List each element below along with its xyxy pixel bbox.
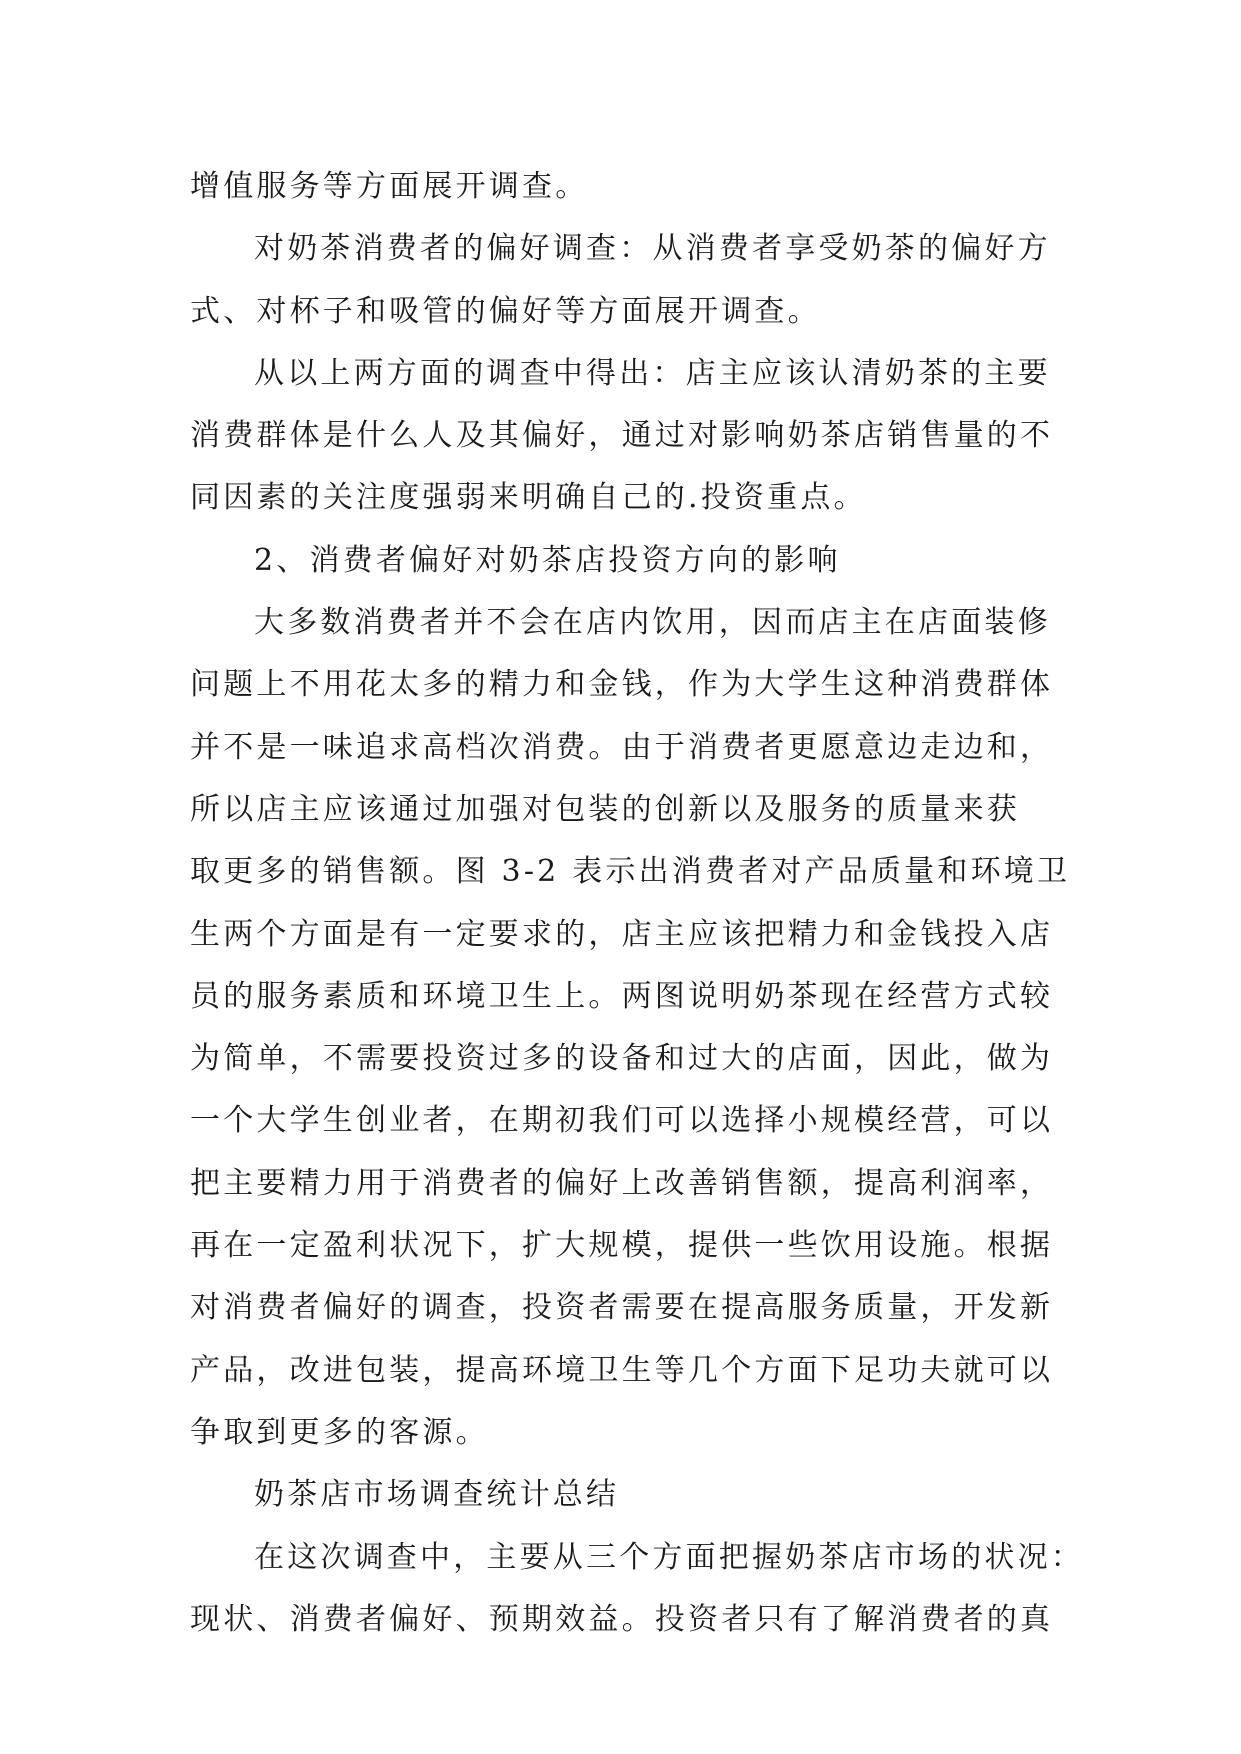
text-line: 并不是一味追求高档次消费。由于消费者更愿意边走边和， [190, 729, 1054, 765]
text-line: 争取到更多的客源。 [190, 1414, 489, 1450]
text-line: 大多数消费者并不会在店内饮用，因而店主在店面装修 [254, 605, 1051, 641]
text-line: 产品，改进包装，提高环境卫生等几个方面下足功夫就可以 [190, 1352, 1054, 1388]
text-line: 问题上不用花太多的精力和金钱，作为大学生这种消费群体 [190, 667, 1054, 703]
text-line: 式、对杯子和吸管的偏好等方面展开调查。 [190, 293, 821, 329]
text-line: 为简单，不需要投资过多的设备和过大的店面，因此，做为 [190, 1041, 1054, 1077]
text-line: 从以上两方面的调查中得出：店主应该认清奶茶的主要 [254, 355, 1051, 391]
text-line: 现状、消费者偏好、预期效益。投资者只有了解消费者的真 [190, 1601, 1054, 1637]
text-line: 把主要精力用于消费者的偏好上改善销售额，提高利润率， [190, 1165, 1054, 1201]
section-heading: 奶茶店市场调查统计总结 [254, 1477, 620, 1513]
text-line: 取更多的销售额。图 3-2 表示出消费者对产品质量和环境卫 [190, 854, 1071, 890]
text-line: 同因素的关注度强弱来明确自己的.投资重点。 [190, 480, 867, 516]
text-line: 生两个方面是有一定要求的，店主应该把精力和金钱投入店 [190, 916, 1054, 952]
text-line: 所以店主应该通过加强对包装的创新以及服务的质量来获 [190, 791, 1020, 827]
text-line: 对消费者偏好的调查，投资者需要在提高服务质量，开发新 [190, 1290, 1054, 1326]
text-line: 员的服务素质和环境卫生上。两图说明奶茶现在经营方式较 [190, 978, 1054, 1014]
text-line: 增值服务等方面展开调查。 [190, 169, 589, 204]
text-line: 对奶茶消费者的偏好调查：从消费者享受奶茶的偏好方 [254, 231, 1051, 267]
text-line: 一个大学生创业者，在期初我们可以选择小规模经营，可以 [190, 1103, 1054, 1139]
text-line: 再在一定盈利状况下，扩大规模，提供一些饮用设施。根据 [190, 1228, 1054, 1264]
text-line: 在这次调查中，主要从三个方面把握奶茶店市场的状况： [254, 1539, 1084, 1575]
text-line: 消费群体是什么人及其偏好，通过对影响奶茶店销售量的不 [190, 418, 1054, 454]
section-heading: 2、消费者偏好对奶茶店投资方向的影响 [254, 542, 841, 578]
body-text [190, 156, 1084, 1651]
